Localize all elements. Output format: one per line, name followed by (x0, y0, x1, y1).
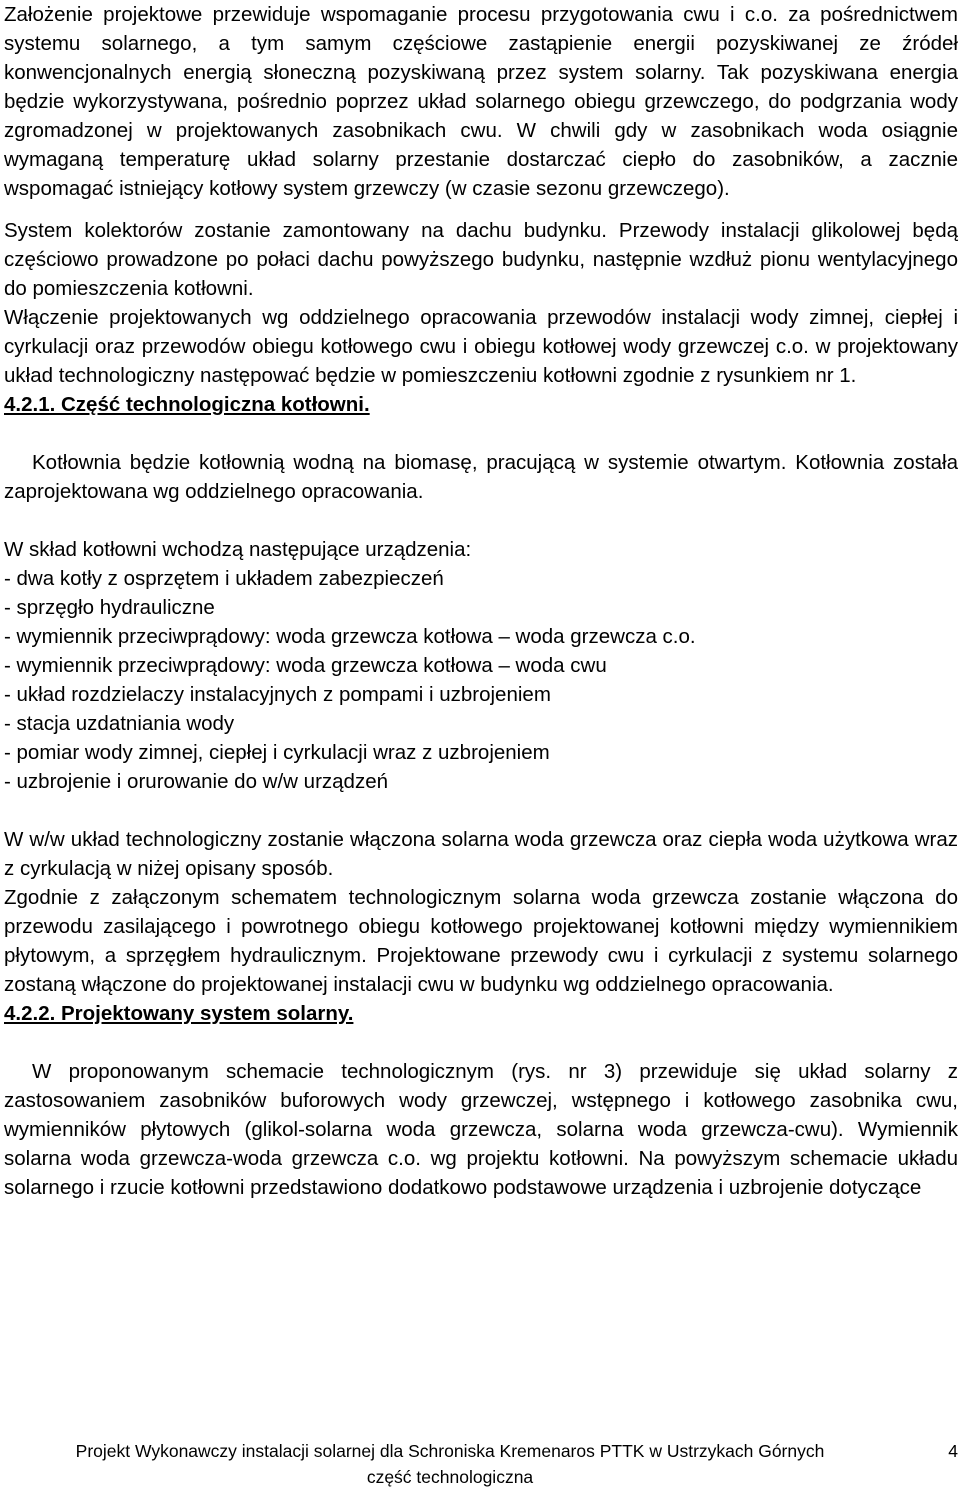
page-number: 4 (948, 1441, 958, 1461)
paragraph-composition-lead: W skład kotłowni wchodzą następujące urządzenia: (4, 538, 472, 561)
list-item: - stacja uzdatniania wody (4, 712, 235, 735)
document-page (4, 0, 958, 1202)
device-list (4, 564, 958, 796)
heading-boiler-room: 4.2.1. Część technologiczna kotłowni. (4, 393, 370, 416)
footer-line (0, 1438, 960, 1464)
footer-project-title: Projekt Wykonawczy instalacji solarnej dla Schroniska Kremenaros PTTK w Ustrzykach Górnych (75, 1441, 825, 1461)
page-footer (0, 1438, 960, 1490)
list-item: - dwa kotły z osprzętem i układem zabezpieczeń (4, 567, 444, 590)
paragraph-intro: Założenie projektowe przewiduje wspomaganie procesu przygotowania cwu i c.o. za pośrednictwem systemu solarnego, a tym samym częściowe zastąpienie energii pozyskiwanej ze źródeł konwencjonalnych energią słoneczną pozyskiwaną przez system solarny. Tak pozyskiwana energia będzie wykorzystywana, pośrednio poprzez układ solarnego obiegu grzewczego, do podgrzania wody zgromadzonej w projektowanych zasobnikach cwu. W chwili gdy w zasobnikach woda osiągnie wymaganą temperaturę układ solarny przestanie dostarczać ciepło do zasobników, a zacznie wspomagać istniejący kotłowy system grzewczy (w czasie sezonu grzewczego). (4, 3, 958, 200)
paragraph-mounting: System kolektorów zostanie zamontowany na dachu budynku. Przewody instalacji glikolowej będą częściowo prowadzone po połaci dachu powyższego budynku, następnie wzdłuż pionu wentylacyjnego do pomieszczenia kotłowni. (4, 219, 958, 300)
heading-solar-system: 4.2.2. Projektowany system solarny. (4, 1002, 354, 1025)
list-item: - wymiennik przeciwprądowy: woda grzewcza kotłowa – woda cwu (4, 654, 607, 677)
paragraph-boiler-intro: Kotłownia będzie kotłownią wodną na biomasę, pracującą w systemie otwartym. Kotłownia została zaprojektowana wg oddzielnego opracowania. (4, 451, 958, 503)
list-item: - pomiar wody zimnej, ciepłej i cyrkulacji wraz z uzbrojeniem (4, 741, 550, 764)
list-item: - wymiennik przeciwprądowy: woda grzewcza kotłowa – woda grzewcza c.o. (4, 625, 696, 648)
body-text (4, 0, 958, 1202)
paragraph-connection: Włączenie projektowanych wg oddzielnego opracowania przewodów instalacji wody zimnej, ciepłej i cyrkulacji oraz przewodów obiegu kotłowego cwu i obiegu kotłowej wody grzewczej c.o. w projektowany układ technologiczny następować będzie w pomieszczeniu kotłowni zgodnie z rysunkiem nr 1. (4, 306, 958, 387)
footer-section: część technologiczna (366, 1467, 534, 1487)
list-item: - układ rozdzielaczy instalacyjnych z pompami i uzbrojeniem (4, 683, 551, 706)
list-item: - sprzęgło hydrauliczne (4, 596, 215, 619)
paragraph-hw-connection: W w/w układ technologiczny zostanie włączona solarna woda grzewcza oraz ciepła woda użytkowa wraz z cyrkulacją w niżej opisany sposób. (4, 828, 958, 880)
paragraph-solar-system: W proponowanym schemacie technologicznym (rys. nr 3) przewiduje się układ solarny z zastosowaniem zasobników buforowych wody grzewczej, wstępnego i kotłowego zasobnika cwu, wymienników płytowych (glikol-solarna woda grzewcza, solarna woda grzewcza-cwu). Wymiennik solarna woda grzewcza-woda grzewcza c.o. wg projektu kotłowni. Na powyższym schemacie układu solarnego i rzucie kotłowni przedstawiono dodatkowo podstawowe urządzenia i uzbrojenie dotyczące (4, 1060, 958, 1199)
list-item: - uzbrojenie i orurowanie do w/w urządzeń (4, 770, 389, 793)
paragraph-schema-connection: Zgodnie z załączonym schematem technologicznym solarna woda grzewcza zostanie włączona do przewodu zasilającego i powrotnego obiegu kotłowego projektowanej kotłowni między wymiennikiem płytowym, a sprzęgłem hydraulicznym. Projektowane przewody cwu i cyrkulacji z systemu solarnego zostaną włączone do projektowanej instalacji cwu w budynku wg oddzielnego opracowania. (4, 886, 958, 996)
